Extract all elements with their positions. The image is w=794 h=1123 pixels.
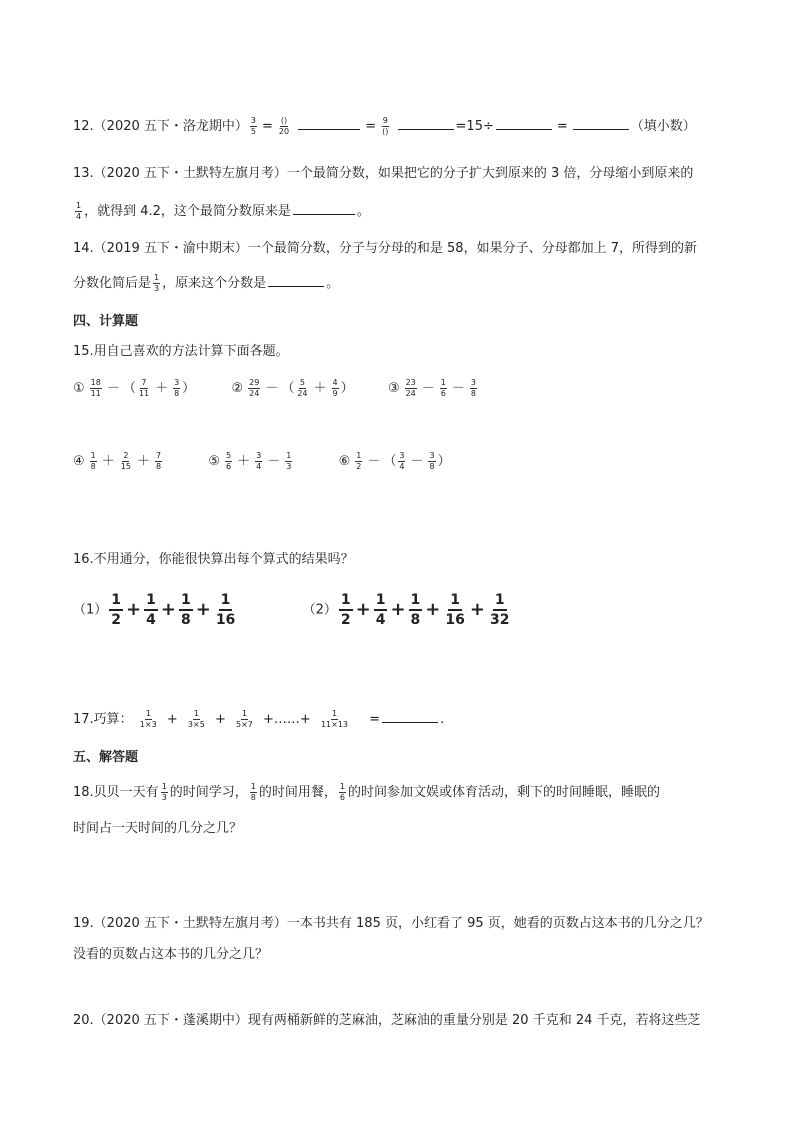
numerator: 5 <box>299 378 305 387</box>
text-fragment: 的时间学习， <box>169 785 248 800</box>
section-4-heading: 四、计算题 <box>73 314 139 329</box>
denominator: 4 <box>375 612 386 628</box>
text-fragment: （ <box>281 381 295 396</box>
text-fragment: ，原来这个分数是 <box>162 276 267 291</box>
text-fragment: 分数化简后是 <box>73 276 152 291</box>
operator: ＋ <box>313 381 327 396</box>
denominator: 11 <box>90 389 101 398</box>
numerator: 9 <box>382 116 388 125</box>
fraction <box>355 452 362 471</box>
fraction <box>235 710 254 729</box>
numerator: 3 <box>174 378 180 387</box>
numerator: 1 <box>286 451 292 460</box>
denominator: 3 <box>286 462 292 471</box>
operator: － <box>367 454 381 469</box>
text-fragment: ） <box>182 381 196 396</box>
numerator: 1 <box>154 273 160 282</box>
operator: ＋ <box>136 454 150 469</box>
operator: － <box>451 381 465 396</box>
denominator: 4 <box>76 212 82 221</box>
fraction <box>470 379 477 398</box>
denominator: 8 <box>470 389 476 398</box>
text-fragment: （ <box>383 454 397 469</box>
text-fragment: 17.巧算： <box>73 712 133 727</box>
q12-blank-2[interactable] <box>398 117 454 130</box>
numerator: 29 <box>249 378 260 387</box>
denominator: 5×7 <box>235 720 253 729</box>
question-17 <box>73 710 444 729</box>
denominator: 8 <box>410 612 421 628</box>
denominator: 32 <box>489 612 510 628</box>
fraction <box>488 593 511 627</box>
operator: － <box>267 454 281 469</box>
item-marker: ① <box>73 381 85 396</box>
numerator: 1 <box>356 451 362 460</box>
numerator: 1 <box>90 451 96 460</box>
numerator: 7 <box>141 378 147 387</box>
denominator: 8 <box>180 612 191 628</box>
denominator: 6 <box>339 793 345 802</box>
fraction <box>332 379 339 398</box>
fraction <box>339 593 353 627</box>
q13-fraction <box>75 202 82 221</box>
numerator: 3 <box>399 451 405 460</box>
denominator: 1×3 <box>139 720 157 729</box>
operator: ＋ <box>101 454 115 469</box>
numerator: 2 <box>123 451 129 460</box>
denominator: 6 <box>226 462 232 471</box>
denominator: 16 <box>215 612 236 628</box>
numerator: 3 <box>470 378 476 387</box>
item-marker: ④ <box>73 454 85 469</box>
fraction <box>120 452 132 471</box>
numerator: 1 <box>193 709 199 718</box>
q12-blank-4[interactable] <box>573 117 629 130</box>
operator: + <box>160 599 176 620</box>
denominator: 3 <box>154 284 160 293</box>
denominator: 8 <box>155 462 162 471</box>
text-fragment: 。 <box>326 276 340 291</box>
fraction <box>109 593 123 627</box>
fraction <box>443 593 466 627</box>
operator: + <box>425 599 441 620</box>
denominator: 8 <box>250 793 256 802</box>
numerator: 3 <box>429 451 435 460</box>
fraction <box>285 452 292 471</box>
q12-blank-1[interactable] <box>298 117 360 130</box>
denominator: 15 <box>120 462 131 471</box>
fraction <box>296 379 308 398</box>
question-19-line-2: 没看的页数占这本书的几分之几？ <box>73 947 269 962</box>
denominator: 2 <box>356 462 362 471</box>
q12-suffix: （填小数） <box>630 119 696 134</box>
denominator: 6 <box>440 389 446 398</box>
fraction <box>139 710 158 729</box>
denominator: 3×5 <box>187 720 205 729</box>
numerator: 1 <box>179 593 193 611</box>
numerator: 1 <box>339 593 353 611</box>
fraction <box>179 593 193 627</box>
denominator: 8 <box>174 389 180 398</box>
fraction <box>214 593 237 627</box>
numerator: () <box>280 116 288 125</box>
operator: + <box>166 712 178 727</box>
fraction <box>225 452 232 471</box>
q12-fraction-2 <box>278 117 290 136</box>
question-20-line-1: 20.（2020 五下・蓬溪期中）现有两桶新鲜的芝麻油，芝麻油的重量分别是 20 千克和 24 千克，若将这些芝 <box>73 1013 701 1028</box>
numerator: 1 <box>144 593 158 611</box>
q12-blank-3[interactable] <box>496 117 552 130</box>
denominator: 2 <box>340 612 351 628</box>
denominator: 24 <box>249 389 260 398</box>
denominator: 5 <box>250 127 256 136</box>
numerator: 1 <box>241 709 247 718</box>
operator: + <box>214 712 226 727</box>
numerator: 1 <box>145 709 151 718</box>
denominator: 11 <box>138 389 150 398</box>
q14-fraction <box>153 274 160 293</box>
denominator: () <box>382 127 389 136</box>
fraction <box>138 379 150 398</box>
fraction <box>255 452 262 471</box>
text-fragment: （ <box>122 381 136 396</box>
fraction <box>405 379 417 398</box>
operator: + <box>390 599 406 620</box>
operator: － <box>410 454 424 469</box>
denominator: 4 <box>256 462 262 471</box>
item-marker: ⑥ <box>338 454 351 469</box>
question-13-line-2 <box>73 202 370 221</box>
question-18-line-1 <box>73 783 660 802</box>
fraction <box>173 379 180 398</box>
operator: +……+ <box>263 712 311 727</box>
operator: = <box>262 119 273 134</box>
question-13-line-1: 13.（2020 五下・土默特左旗月考）一个最简分数，如果把它的分子扩大到原来的 3 倍，分母缩小到原来的 <box>73 166 694 181</box>
question-15-row-1 <box>73 379 479 398</box>
question-15-row-2 <box>73 452 451 471</box>
numerator: 1 <box>109 593 123 611</box>
question-15-title: 15.用自己喜欢的方法计算下面各题。 <box>73 344 289 359</box>
denominator: 9 <box>332 389 338 398</box>
numerator: 1 <box>374 593 388 611</box>
operator: － <box>265 381 279 396</box>
denominator: 24 <box>405 389 416 398</box>
question-12 <box>73 117 696 136</box>
question-16-expressions <box>73 590 513 631</box>
operator: + <box>195 599 211 620</box>
text-fragment: . <box>440 712 445 727</box>
text-fragment: =15÷ <box>455 119 494 134</box>
operator: ＋ <box>155 381 169 396</box>
fraction <box>428 452 435 471</box>
numerator: 1 <box>440 378 446 387</box>
fraction <box>320 710 349 729</box>
denominator: 4 <box>399 462 405 471</box>
numerator: 3 <box>250 116 256 125</box>
operator: ＋ <box>237 454 251 469</box>
numerator: 1 <box>448 593 462 611</box>
fraction <box>250 783 257 802</box>
fraction <box>187 710 206 729</box>
fraction <box>440 379 447 398</box>
text-fragment: = <box>369 712 381 727</box>
denominator: 8 <box>429 462 435 471</box>
fraction <box>398 452 405 471</box>
question-19-line-1: 19.（2020 五下・土默特左旗月考）一本书共有 185 页，小红看了 95 页，她看的页数占这本书的几分之几？ <box>73 916 709 931</box>
operator: + <box>469 599 485 620</box>
text-fragment: （1） <box>73 602 108 618</box>
q17-blank[interactable] <box>382 710 438 723</box>
question-14-line-2 <box>73 274 339 293</box>
denominator: 11×13 <box>320 720 349 729</box>
numerator: 1 <box>331 709 338 718</box>
numerator: 1 <box>76 201 82 210</box>
numerator: 1 <box>250 782 256 791</box>
operator: = <box>365 119 377 134</box>
denominator: 16 <box>445 612 465 628</box>
item-marker: ⑤ <box>208 454 220 469</box>
text-fragment: 。 <box>356 204 370 219</box>
numerator: 3 <box>256 451 262 460</box>
denominator: 24 <box>297 389 308 398</box>
denominator: 4 <box>146 612 156 628</box>
denominator: 3 <box>161 793 167 802</box>
question-16-title: 16.不用通分，你能很快算出每个算式的结果吗？ <box>73 552 354 567</box>
denominator: 8 <box>90 462 96 471</box>
numerator: 1 <box>493 593 507 611</box>
q13-blank[interactable] <box>293 202 355 215</box>
fraction <box>161 783 168 802</box>
numerator: 1 <box>219 593 233 611</box>
fraction <box>409 593 423 627</box>
numerator: 1 <box>339 782 345 791</box>
item-marker: ③ <box>387 381 400 396</box>
operator: = <box>556 119 568 134</box>
fraction <box>374 593 388 627</box>
item-marker: ② <box>231 381 244 396</box>
operator: － <box>421 381 435 396</box>
text-fragment: ） <box>340 381 354 396</box>
fraction <box>90 452 97 471</box>
question-18-line-2: 时间占一天时间的几分之几？ <box>73 821 243 836</box>
operator: － <box>106 381 120 396</box>
text-fragment: 18.贝贝一天有 <box>73 785 159 800</box>
numerator: 18 <box>90 378 101 387</box>
question-14-line-1: 14.（2019 五下・渝中期末）一个最简分数，分子与分母的和是 58，如果分子、分母都加上 7，所得到的新 <box>73 241 697 256</box>
operator: + <box>126 599 142 620</box>
denominator: 2 <box>111 612 122 628</box>
denominator: 20 <box>278 127 290 136</box>
numerator: 1 <box>409 593 423 611</box>
fraction <box>144 593 158 627</box>
numerator: 23 <box>405 378 416 387</box>
section-5-heading: 五、解答题 <box>73 750 139 765</box>
operator: + <box>355 599 371 620</box>
numerator: 4 <box>332 378 338 387</box>
q12-prefix: 12.（2020 五下・洛龙期中） <box>73 119 248 134</box>
numerator: 5 <box>226 451 232 460</box>
q12-fraction-1 <box>250 117 257 136</box>
fraction <box>248 379 260 398</box>
text-fragment: ） <box>437 454 451 469</box>
text-fragment: 的时间用餐， <box>258 785 337 800</box>
text-fragment: （2） <box>302 602 337 618</box>
text-fragment: ，就得到 4.2，这个最简分数原来是 <box>84 204 291 219</box>
q14-blank[interactable] <box>268 274 324 287</box>
fraction <box>339 783 346 802</box>
text-fragment: 的时间参加文娱或体育活动，剩下的时间睡眠，睡眠的 <box>348 785 661 800</box>
numerator: 7 <box>155 451 162 460</box>
numerator: 1 <box>161 782 167 791</box>
q12-fraction-3 <box>381 117 389 136</box>
fraction <box>155 452 162 471</box>
fraction <box>90 379 102 398</box>
